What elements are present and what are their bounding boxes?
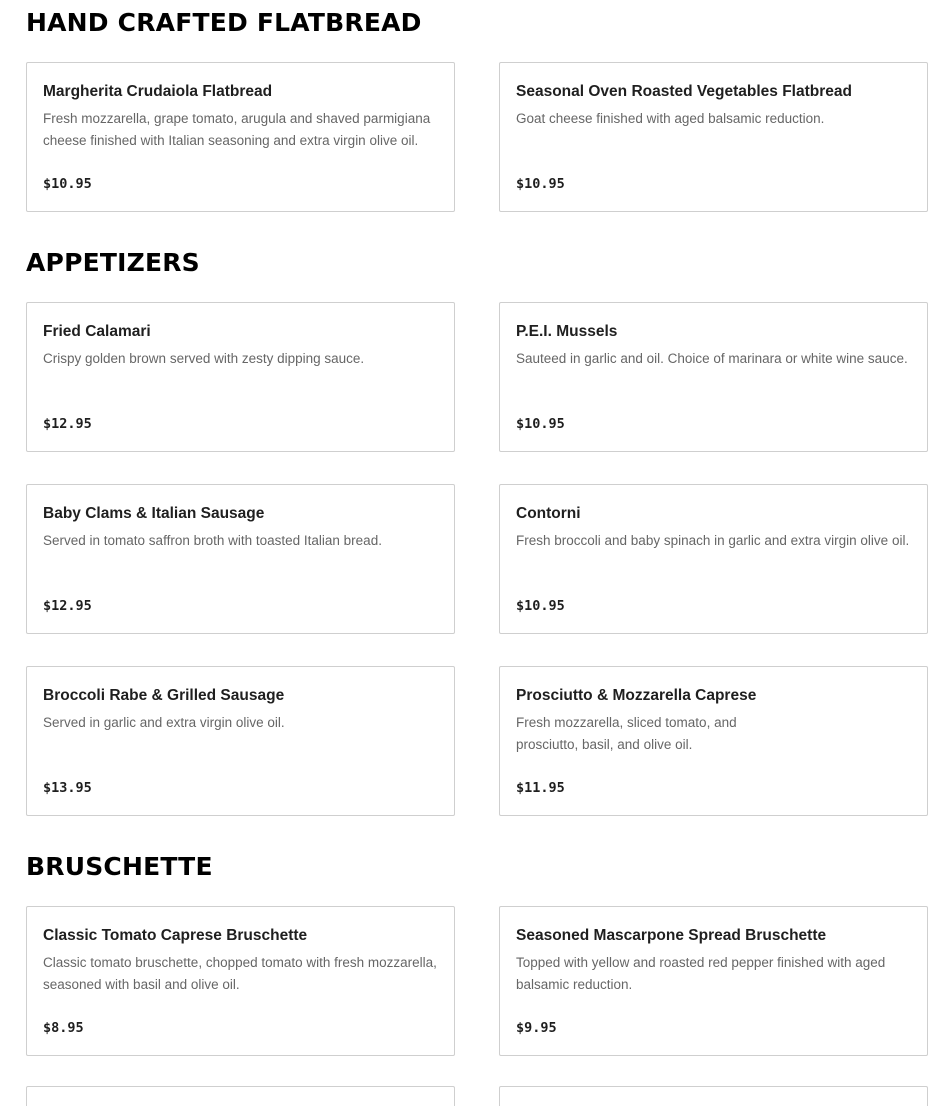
menu-item-description: Fresh mozzarella, sliced tomato, and prosciutto, basil, and olive oil. xyxy=(516,715,737,752)
menu-item-name: Broccoli Rabe & Grilled Sausage xyxy=(43,687,285,704)
next-row-peek xyxy=(26,1086,928,1106)
menu-item-description: Crispy golden brown served with zesty dipping sauce. xyxy=(43,351,365,366)
menu-item-description: Goat cheese finished with aged balsamic reduction. xyxy=(516,111,825,126)
menu-item-name: Baby Clams & Italian Sausage xyxy=(43,505,265,522)
menu-item-price: $10.95 xyxy=(516,176,565,192)
menu-item-description: Topped with yellow and roasted red pepper finished with aged balsamic reduction. xyxy=(516,955,886,992)
menu-item-card-partial[interactable] xyxy=(26,1086,455,1106)
menu-item-card[interactable] xyxy=(26,302,455,452)
section-appetizers xyxy=(26,248,928,816)
menu-item-card[interactable] xyxy=(26,484,455,634)
menu-item-name: Fried Calamari xyxy=(43,323,151,340)
menu-item-price: $12.95 xyxy=(43,598,92,614)
menu-page xyxy=(26,0,928,1106)
section-title: APPETIZERS xyxy=(26,248,200,277)
section-flatbread xyxy=(26,8,928,212)
menu-item-card[interactable] xyxy=(499,484,928,634)
menu-item-card[interactable] xyxy=(499,302,928,452)
menu-item-name: Margherita Crudaiola Flatbread xyxy=(43,83,273,100)
menu-item-name: Classic Tomato Caprese Bruschette xyxy=(43,927,308,944)
menu-item-card[interactable] xyxy=(499,906,928,1056)
menu-item-price: $13.95 xyxy=(43,780,92,796)
menu-item-grid xyxy=(26,906,928,1056)
section-bruschette xyxy=(26,852,928,1106)
menu-item-name: Seasoned Mascarpone Spread Bruschette xyxy=(516,927,827,944)
menu-item-description: Served in tomato saffron broth with toasted Italian bread. xyxy=(43,533,382,548)
menu-item-card[interactable] xyxy=(26,62,455,212)
menu-item-name: Contorni xyxy=(516,505,581,522)
menu-item-price: $8.95 xyxy=(43,1020,84,1036)
menu-item-price: $9.95 xyxy=(516,1020,557,1036)
menu-item-description: Fresh broccoli and baby spinach in garlic and extra virgin olive oil. xyxy=(516,533,910,548)
menu-item-price: $11.95 xyxy=(516,780,565,796)
menu-item-card-partial[interactable] xyxy=(499,1086,928,1106)
section-title: BRUSCHETTE xyxy=(26,852,213,881)
menu-item-name: Prosciutto & Mozzarella Caprese xyxy=(516,687,757,704)
menu-item-price: $10.95 xyxy=(516,598,565,614)
menu-item-description: Sauteed in garlic and oil. Choice of marinara or white wine sauce. xyxy=(516,351,908,366)
section-title: HAND CRAFTED FLATBREAD xyxy=(26,8,422,37)
menu-item-card[interactable] xyxy=(499,62,928,212)
menu-item-price: $12.95 xyxy=(43,416,92,432)
menu-item-price: $10.95 xyxy=(516,416,565,432)
menu-item-description: Served in garlic and extra virgin olive oil. xyxy=(43,715,285,730)
menu-item-grid xyxy=(26,62,928,212)
menu-item-card[interactable] xyxy=(26,666,455,816)
menu-item-description: Classic tomato bruschette, chopped tomato with fresh mozzarella, seasoned with basil and olive oil. xyxy=(43,955,437,992)
menu-item-name: Seasonal Oven Roasted Vegetables Flatbread xyxy=(516,83,852,100)
menu-item-card[interactable] xyxy=(499,666,928,816)
menu-item-card[interactable] xyxy=(26,906,455,1056)
menu-item-description: Fresh mozzarella, grape tomato, arugula and shaved parmigiana cheese finished with Italian seasoning and extra virgin olive oil. xyxy=(43,111,431,148)
menu-item-grid xyxy=(26,302,928,816)
menu-item-price: $10.95 xyxy=(43,176,92,192)
menu-item-name: P.E.I. Mussels xyxy=(516,323,618,340)
